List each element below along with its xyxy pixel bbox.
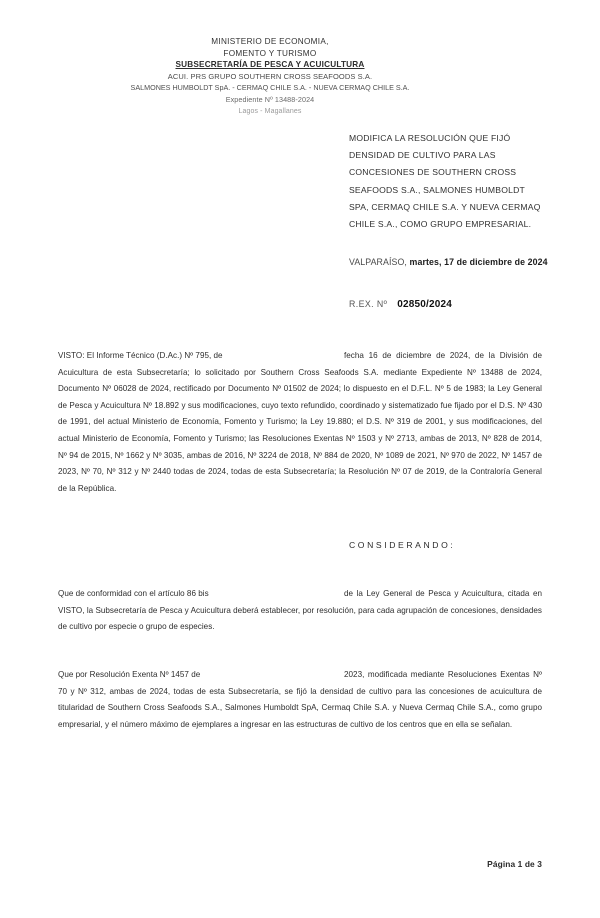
resolution-number-label: R.EX. Nº bbox=[349, 299, 388, 309]
title-line-1: MODIFICA LA RESOLUCIÓN QUE FIJÓ bbox=[349, 133, 511, 143]
header-subsecretaria: SUBSECRETARÍA DE PESCA Y ACUICULTURA bbox=[175, 60, 365, 70]
considerando-paragraph-1 bbox=[58, 586, 542, 636]
resolution-number-value: 02850/2024 bbox=[397, 299, 453, 310]
title-line-6: CHILE S.A., COMO GRUPO EMPRESARIAL. bbox=[349, 219, 532, 230]
header-company-list: SALMONES HUMBOLDT SpA. - CERMAQ CHILE S.A. - NUEVA CERMAQ CHILE S.A. bbox=[130, 83, 410, 93]
header-company-group: ACUI. PRS GRUPO SOUTHERN CROSS SEAFOODS S.A. bbox=[167, 71, 373, 81]
header-regions: Lagos - Magallanes bbox=[238, 107, 302, 115]
document-header bbox=[40, 36, 500, 117]
visto-paragraph bbox=[58, 348, 542, 497]
considerando-heading: CONSIDERANDO: bbox=[349, 540, 456, 550]
page-indicator: Página 1 de 3 bbox=[487, 859, 542, 869]
considerando-2-lead: Que por Resolución Exenta Nº 1457 de bbox=[58, 670, 201, 679]
header-ministry-line-1: MINISTERIO DE ECONOMIA, bbox=[211, 37, 329, 46]
resolution-number bbox=[349, 299, 452, 310]
resolution-title bbox=[349, 130, 591, 233]
title-line-3: CONCESIONES DE SOUTHERN CROSS bbox=[349, 167, 517, 178]
place-date-line bbox=[349, 257, 597, 267]
considerando-1-body: de la Ley General de Pesca y Acuicultura, citada en VISTO, la Subsecretaría de Pesca y Acuicultura deberá establecer, por resolución, para cada agrupación de concesiones, densidades de cultivo por especie o grupo de especies. bbox=[58, 589, 542, 632]
visto-body: fecha 16 de diciembre de 2024, de la División de Acuicultura de esta Subsecretaría; lo solicitado por Southern Cross Seafoods S.A. mediante Expediente Nº 13488 de 2024, Documento Nº 06028 de 2024, rectificado por Documento Nº 01502 de 2024; lo dispuesto en el D.F.L. Nº 5 de 1983; la Ley General de Pesca y Acuicultura Nº 18.892 y sus modificaciones, cuyo texto refundido, coordinado y sistematizado fue fijado por el D.S. Nº 430 de 1991, del actual Ministerio de Economía, Fomento y Turismo; la Ley 19.880; el D.S. Nº 319 de 2001, y sus modificaciones, del actual Ministerio de Economía, Fomento y Turismo; las Resoluciones Exentas Nº 1503 y Nº 2713, ambas de 2013, Nº 828 de 2014, Nº 94 de 2015, Nº 1662 y Nº 3035, ambas de 2016, Nº 3224 de 2018, Nº 884 de 2020, Nº 1089 de 2021, Nº 970 de 2022, Nº 1457 de 2023, Nº 70, Nº 312 y Nº 2440 todas de 2024, todas de esta Subsecretaría; la Resolución Nº 07 de 2019, de la Contraloría General de la República. bbox=[58, 351, 542, 493]
header-expediente: Expediente Nº 13488-2024 bbox=[225, 94, 315, 104]
header-ministry-line-2: FOMENTO Y TURISMO bbox=[223, 48, 317, 58]
visto-lead: VISTO: El Informe Técnico (D.Ac.) Nº 795, de bbox=[58, 351, 223, 360]
title-line-5: SPA, CERMAQ CHILE S.A. Y NUEVA CERMAQ bbox=[349, 201, 541, 212]
title-line-2: DENSIDAD DE CULTIVO PARA LAS bbox=[349, 150, 496, 161]
issue-date: martes, 17 de diciembre de 2024 bbox=[409, 257, 548, 267]
considerando-2-body: 2023, modificada mediante Resoluciones Exentas Nº 70 y Nº 312, ambas de 2024, todas de esta Subsecretaría, se fijó la densidad de cultivo para las concesiones de acuicultura de titularidad de Southern Cross Seafoods S.A., Salmones Humboldt SpA, Cermaq Chile S.A. y Nueva Cermaq Chile S.A., como grupo empresarial, y el número máximo de ejemplares a ingresar en las estructuras de cultivo de los centros que en ella se señalan. bbox=[58, 670, 542, 729]
title-line-4: SEAFOODS S.A., SALMONES HUMBOLDT bbox=[349, 184, 525, 195]
place-city: VALPARAÍSO, bbox=[349, 257, 407, 267]
considerando-paragraph-2 bbox=[58, 667, 542, 733]
considerando-1-lead: Que de conformidad con el artículo 86 bis bbox=[58, 589, 209, 598]
